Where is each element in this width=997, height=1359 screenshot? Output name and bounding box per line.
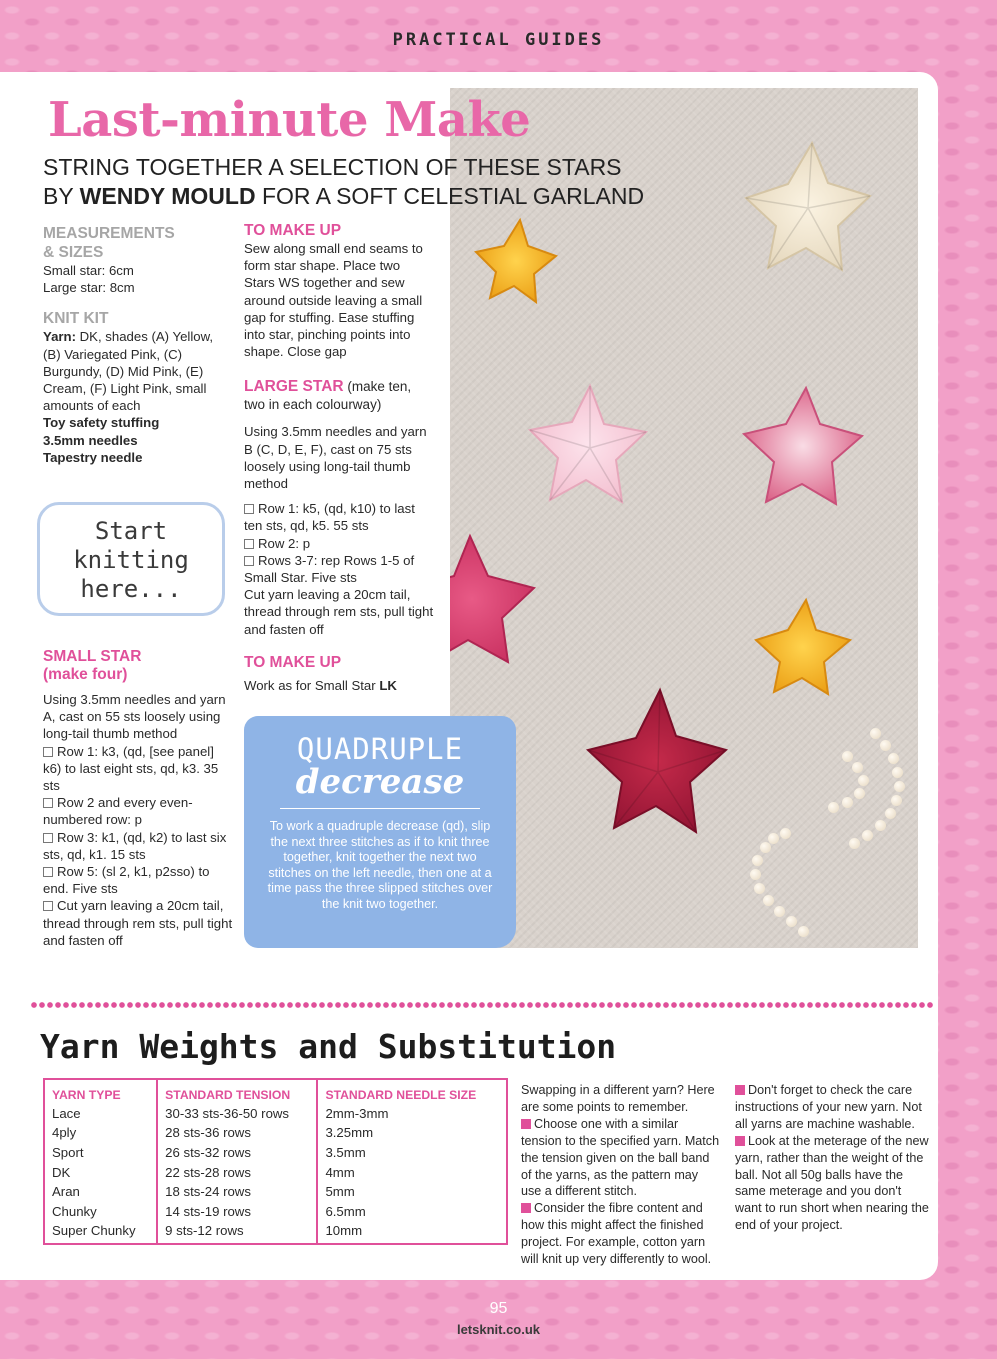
- author-name: WENDY MOULD: [79, 183, 256, 209]
- yellow-star-1: [476, 220, 556, 302]
- stars-illustration: [450, 88, 918, 948]
- header-tension: STANDARD TENSION: [157, 1079, 317, 1104]
- article-title: Last-minute Make: [48, 92, 531, 148]
- checkbox-icon: [43, 798, 53, 808]
- make-up-heading-2: TO MAKE UP: [244, 653, 342, 671]
- pattern-row: Row 1: k5, (qd, k10) to last ten sts, qd, k5. 55 sts: [244, 501, 415, 534]
- small-star-size: Small star: 6cm: [43, 263, 134, 278]
- make-up-text-2: Work as for Small Star LK: [244, 677, 397, 693]
- table-row: 4ply 28 sts-36 rows 3.25mm: [44, 1124, 507, 1144]
- pattern-row: Rows 3-7: rep Rows 1-5 of Small Star. Five sts: [244, 552, 415, 586]
- quad-text: To work a quadruple decrease (qd), slip the next three stitches as if to knit three together, knit together the next two stitches on the left needle, then one at a time pass the three slipped stitches over the knit two together.: [267, 819, 493, 911]
- small-star-heading: SMALL STAR (make four): [43, 648, 142, 683]
- start-knitting-label: Start knitting here...: [37, 502, 225, 616]
- article-subtitle: [43, 153, 683, 211]
- table-row: Chunky 14 sts-19 rows 6.5mm: [44, 1202, 507, 1222]
- checkbox-icon: [244, 556, 254, 566]
- left-column: [43, 224, 228, 466]
- knit-kit-item: Tapestry needle: [43, 449, 143, 465]
- table-row: Super Chunky 9 sts-12 rows 10mm: [44, 1222, 507, 1244]
- pattern-row: Cut yarn leaving a 20cm tail, thread through rem sts, pull tight and fasten off: [43, 898, 233, 948]
- yarn-section-title: Yarn Weights and Substitution: [40, 1027, 617, 1066]
- page-number: 95: [489, 1300, 508, 1317]
- knit-kit-heading: KNIT KIT: [43, 310, 109, 328]
- large-star-heading: LARGE STAR (make ten, two in each colourway): [244, 378, 412, 413]
- header-yarn-type: YARN TYPE: [52, 1088, 121, 1102]
- knit-kit-item: Toy safety stuffing: [43, 415, 160, 431]
- quad-title-2: decrease: [295, 762, 465, 802]
- large-star-outro: Cut yarn leaving a 20cm tail, thread through rem sts, pull tight and fasten off: [244, 587, 434, 637]
- burgundy-star: [588, 690, 726, 832]
- large-star-intro: Using 3.5mm needles and yarn B (C, D, E, F), cast on 75 sts loosely using long-tail thumb method: [244, 424, 427, 492]
- small-star-section: [43, 648, 233, 949]
- light-pink-star: [530, 386, 646, 502]
- mid-pink-star: [450, 536, 534, 662]
- table-row: Sport 26 sts-32 rows 3.5mm: [44, 1143, 507, 1163]
- middle-column: [244, 222, 434, 694]
- variegated-pink-star: [744, 388, 862, 504]
- quad-divider: [280, 808, 480, 809]
- lk-end-mark: LK: [379, 677, 397, 693]
- tip-item: Don't forget to check the care instructions of your new yarn. Not all yarns are machine washable.: [735, 1083, 922, 1131]
- tip-item: Look at the meterage of the new yarn, rather than the weight of the ball. Not all 50g balls have the same meterage and you don't want to run short when nearing the end of your project.: [735, 1133, 929, 1233]
- table-row: Aran 18 sts-24 rows 5mm: [44, 1182, 507, 1202]
- pattern-row: Row 2 and every even-numbered row: p: [43, 795, 193, 828]
- pink-bullet-icon: [735, 1085, 745, 1095]
- subtitle-line-2: BY WENDY MOULD FOR A SOFT CELESTIAL GARLAND: [43, 183, 645, 209]
- pink-bullet-icon: [735, 1136, 745, 1146]
- checkbox-icon: [43, 901, 53, 911]
- checkbox-icon: [43, 867, 53, 877]
- make-up-heading: TO MAKE UP: [244, 222, 342, 239]
- star-garland-photo: [450, 88, 918, 948]
- checkbox-icon: [244, 539, 254, 549]
- knit-kit-item: 3.5mm needles: [43, 432, 138, 448]
- table-header-row: [44, 1079, 507, 1104]
- checkbox-icon: [43, 833, 53, 843]
- tip-item: Choose one with a similar tension to the specified yarn. Match the tension given on the ball band of the yarns, as the pattern may use a different stitch.: [521, 1116, 720, 1199]
- quad-title-1: QUADRUPLE: [296, 732, 464, 766]
- make-up-text: Sew along small end seams to form star shape. Place two Stars WS together and sew around outside leaving a small gap for stuffing. Ease stuffing into star, pinching points into shape. Close gap: [244, 241, 423, 360]
- table-row: DK 22 sts-28 rows 4mm: [44, 1163, 507, 1183]
- small-star-intro: Using 3.5mm needles and yarn A, cast on 55 sts loosely using long-tail thumb method: [43, 692, 226, 742]
- measurements-heading: MEASUREMENTS & SIZES: [43, 225, 175, 261]
- tip-item: Consider the fibre content and how this might affect the finished project. For example, cotton yarn will knit up very differently to wool.: [521, 1201, 712, 1267]
- yellow-star-2: [756, 600, 850, 694]
- header-needle-size: STANDARD NEEDLE SIZE: [317, 1079, 507, 1104]
- pattern-row: Row 2: p: [244, 535, 434, 552]
- yarn-tips-column-2: [735, 1082, 931, 1234]
- section-tag: PRACTICAL GUIDES: [392, 30, 605, 50]
- quadruple-decrease-panel: [244, 716, 516, 948]
- footer-url[interactable]: letsknit.co.uk: [456, 1322, 541, 1337]
- large-star-size: Large star: 8cm: [43, 280, 135, 296]
- knit-kit-yarn: Yarn: DK, shades (A) Yellow, (B) Variegated Pink, (C) Burgundy, (D) Mid Pink, (E) Cream, (F) Light Pink, small amounts of each: [43, 329, 214, 414]
- table-row: Lace 30-33 sts-36-50 rows 2mm-3mm: [44, 1104, 507, 1124]
- pink-bullet-icon: [521, 1119, 531, 1129]
- pattern-row: Row 1: k3, (qd, [see panel] k6) to last eight sts, qd, k3. 35 sts: [43, 743, 219, 794]
- pink-bullet-icon: [521, 1203, 531, 1213]
- pattern-row: Row 3: k1, (qd, k2) to last six sts, qd, k1. 15 sts: [43, 829, 227, 862]
- yarn-tips-column-1: [521, 1082, 721, 1268]
- yarn-weights-table: [43, 1078, 508, 1245]
- tips-intro: Swapping in a different yarn? Here are some points to remember.: [521, 1083, 715, 1114]
- dotted-divider: [30, 1001, 934, 1009]
- subtitle-line-1: STRING TOGETHER A SELECTION OF THESE STARS: [43, 154, 622, 180]
- pattern-row: Row 5: (sl 2, k1, p2sso) to end. Five sts: [43, 864, 210, 897]
- checkbox-icon: [244, 504, 254, 514]
- checkbox-icon: [43, 747, 53, 757]
